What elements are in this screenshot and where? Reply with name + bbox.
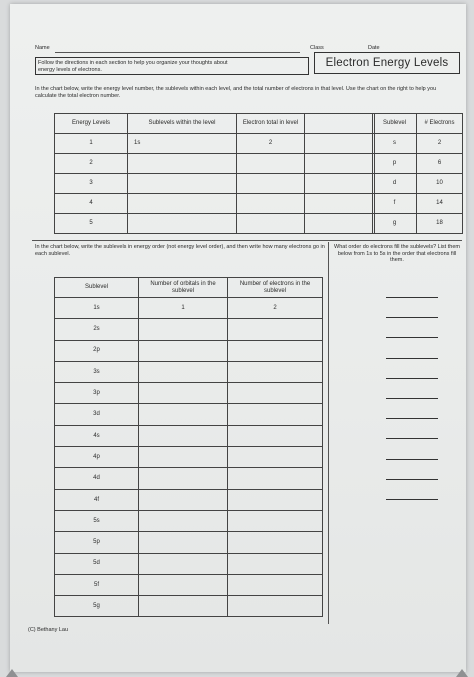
table-row (55, 134, 375, 154)
sublevel-name-cell: 3d (55, 404, 139, 425)
sublevel-name-cell: 4f (55, 489, 139, 510)
page-corner-triangle-icon (6, 669, 18, 677)
sublevels-cell[interactable] (128, 154, 237, 174)
table-row (55, 319, 323, 340)
orbitals-cell[interactable] (139, 489, 228, 510)
section2-instructions: In the chart below, write the sublevels in energy order (not energy level order), and then write how many electrons go in each sublevel. (35, 244, 325, 257)
orbitals-cell[interactable] (139, 596, 228, 617)
blank-cell (305, 194, 375, 214)
sublevels-cell[interactable] (128, 174, 237, 194)
total-cell[interactable] (237, 174, 305, 194)
orbitals-cell[interactable] (139, 383, 228, 404)
table-row (55, 447, 323, 468)
orbitals-cell[interactable] (139, 574, 228, 595)
electrons-cell[interactable] (228, 468, 323, 489)
blank-cell (305, 174, 375, 194)
sublevel-order-rows (55, 298, 323, 617)
energy-level-table (54, 113, 375, 234)
column-divider (328, 242, 329, 624)
electrons-cell: 14 (417, 194, 463, 214)
table-row (55, 532, 323, 553)
answer-line[interactable] (386, 398, 438, 399)
total-cell[interactable] (237, 214, 305, 234)
answer-line[interactable] (386, 418, 438, 419)
page-corner-triangle-icon (456, 669, 468, 677)
answer-line[interactable] (386, 317, 438, 318)
electrons-cell[interactable] (228, 574, 323, 595)
worksheet-page (10, 4, 466, 672)
header-electron-total: Electron total in level (237, 114, 305, 134)
orbitals-cell[interactable] (139, 361, 228, 382)
sublevel-cell: g (373, 214, 417, 234)
level-cell: 1 (55, 134, 128, 154)
sublevel-name-cell: 2p (55, 340, 139, 361)
sublevel-name-cell: 5d (55, 553, 139, 574)
orbitals-cell[interactable] (139, 532, 228, 553)
orbitals-cell[interactable] (139, 553, 228, 574)
sublevel-cell: f (373, 194, 417, 214)
electrons-cell[interactable] (228, 489, 323, 510)
answer-line[interactable] (386, 337, 438, 338)
table-row (55, 361, 323, 382)
header-electrons-in-sublevel: Number of electrons in the sublevel (228, 278, 323, 298)
orbitals-cell[interactable] (139, 319, 228, 340)
orbitals-cell[interactable] (139, 510, 228, 531)
sublevel-cell: p (373, 154, 417, 174)
answer-line[interactable] (386, 459, 438, 460)
sublevel-cell: d (373, 174, 417, 194)
sublevel-cell: s (373, 134, 417, 154)
answer-line[interactable] (386, 499, 438, 500)
level-cell: 3 (55, 174, 128, 194)
answer-line[interactable] (386, 438, 438, 439)
answer-line[interactable] (386, 378, 438, 379)
level-cell: 2 (55, 154, 128, 174)
level-cell: 4 (55, 194, 128, 214)
table-row (55, 489, 323, 510)
sublevel-name-cell: 5g (55, 596, 139, 617)
table-row (55, 298, 323, 319)
sublevel-name-cell: 4s (55, 425, 139, 446)
electrons-cell[interactable]: 2 (228, 298, 323, 319)
orbitals-cell[interactable] (139, 340, 228, 361)
name-label: Name (35, 45, 50, 51)
sublevel-name-cell: 3p (55, 383, 139, 404)
date-label: Date (368, 45, 380, 51)
table-row (55, 574, 323, 595)
section1-instructions: In the chart below, write the energy level number, the sublevels within each level, and the total number of electrons in that level. Use the chart on the right to help you calculate the total electron number. (35, 86, 437, 99)
instructions-box (35, 57, 309, 75)
sublevel-electrons-table (372, 113, 463, 234)
electrons-cell[interactable] (228, 404, 323, 425)
sublevels-cell[interactable] (128, 194, 237, 214)
total-cell[interactable] (237, 194, 305, 214)
sublevel-name-cell: 5p (55, 532, 139, 553)
table-row (55, 425, 323, 446)
table-row (373, 194, 463, 214)
table-row (373, 214, 463, 234)
header-sublevel-order: Sublevel (55, 278, 139, 298)
answer-line[interactable] (386, 358, 438, 359)
table-row (55, 154, 375, 174)
table-row (55, 340, 323, 361)
table-row (55, 596, 323, 617)
blank-cell (305, 134, 375, 154)
table-row (55, 383, 323, 404)
electrons-cell: 18 (417, 214, 463, 234)
table-row (55, 214, 375, 234)
table-row (373, 154, 463, 174)
sublevel-name-cell: 2s (55, 319, 139, 340)
sublevel-name-cell: 5s (55, 510, 139, 531)
table-row (55, 553, 323, 574)
header-electrons: # Electrons (417, 114, 463, 134)
electrons-cell[interactable] (228, 319, 323, 340)
sublevel-order-table (54, 277, 323, 617)
electrons-cell[interactable] (228, 383, 323, 404)
electrons-cell[interactable] (228, 532, 323, 553)
sublevel-name-cell: 5f (55, 574, 139, 595)
orbitals-cell[interactable] (139, 404, 228, 425)
sublevel-name-cell: 4p (55, 447, 139, 468)
electrons-cell: 10 (417, 174, 463, 194)
section-divider (32, 240, 462, 241)
answer-line[interactable] (386, 479, 438, 480)
answer-line[interactable] (386, 297, 438, 298)
table-row (55, 194, 375, 214)
sublevel-name-cell: 4d (55, 468, 139, 489)
fill-order-question: What order do electrons fill the sublevels? List them below from 1s to 5s in the order that electrons fill them. (334, 244, 460, 263)
orbitals-cell[interactable] (139, 447, 228, 468)
name-line (55, 52, 300, 53)
table-row (55, 404, 323, 425)
electrons-cell: 6 (417, 154, 463, 174)
electrons-cell[interactable] (228, 361, 323, 382)
orbitals-cell[interactable] (139, 425, 228, 446)
electrons-cell[interactable] (228, 447, 323, 468)
table-row (55, 510, 323, 531)
total-cell[interactable] (237, 154, 305, 174)
electrons-cell: 2 (417, 134, 463, 154)
header-sublevels: Sublevels within the level (128, 114, 237, 134)
level-cell: 5 (55, 214, 128, 234)
total-cell[interactable]: 2 (237, 134, 305, 154)
blank-cell (305, 154, 375, 174)
header-orbitals: Number of orbitals in the sublevel (139, 278, 228, 298)
table-row (55, 468, 323, 489)
table-row (373, 134, 463, 154)
electrons-cell[interactable] (228, 510, 323, 531)
sublevel-name-cell: 1s (55, 298, 139, 319)
copyright-text: (C) Bethany Lau (28, 627, 69, 633)
page-title: Electron Energy Levels (314, 52, 460, 74)
orbitals-cell[interactable]: 1 (139, 298, 228, 319)
table-row (55, 174, 375, 194)
header-sublevel: Sublevel (373, 114, 417, 134)
orbitals-cell[interactable] (139, 468, 228, 489)
class-label: Class (310, 45, 324, 51)
electrons-cell[interactable] (228, 340, 323, 361)
table-row (373, 174, 463, 194)
sublevels-cell[interactable]: 1s (128, 134, 237, 154)
header-energy-levels: Energy Levels (55, 114, 128, 134)
electrons-cell[interactable] (228, 425, 323, 446)
sublevel-name-cell: 3s (55, 361, 139, 382)
electrons-cell[interactable] (228, 596, 323, 617)
electrons-cell[interactable] (228, 553, 323, 574)
blank-cell (305, 214, 375, 234)
sublevels-cell[interactable] (128, 214, 237, 234)
header-instructions: Follow the directions in each section to help you organize your thoughts about energy levels of electrons. (38, 60, 228, 73)
header-blank (305, 114, 375, 134)
